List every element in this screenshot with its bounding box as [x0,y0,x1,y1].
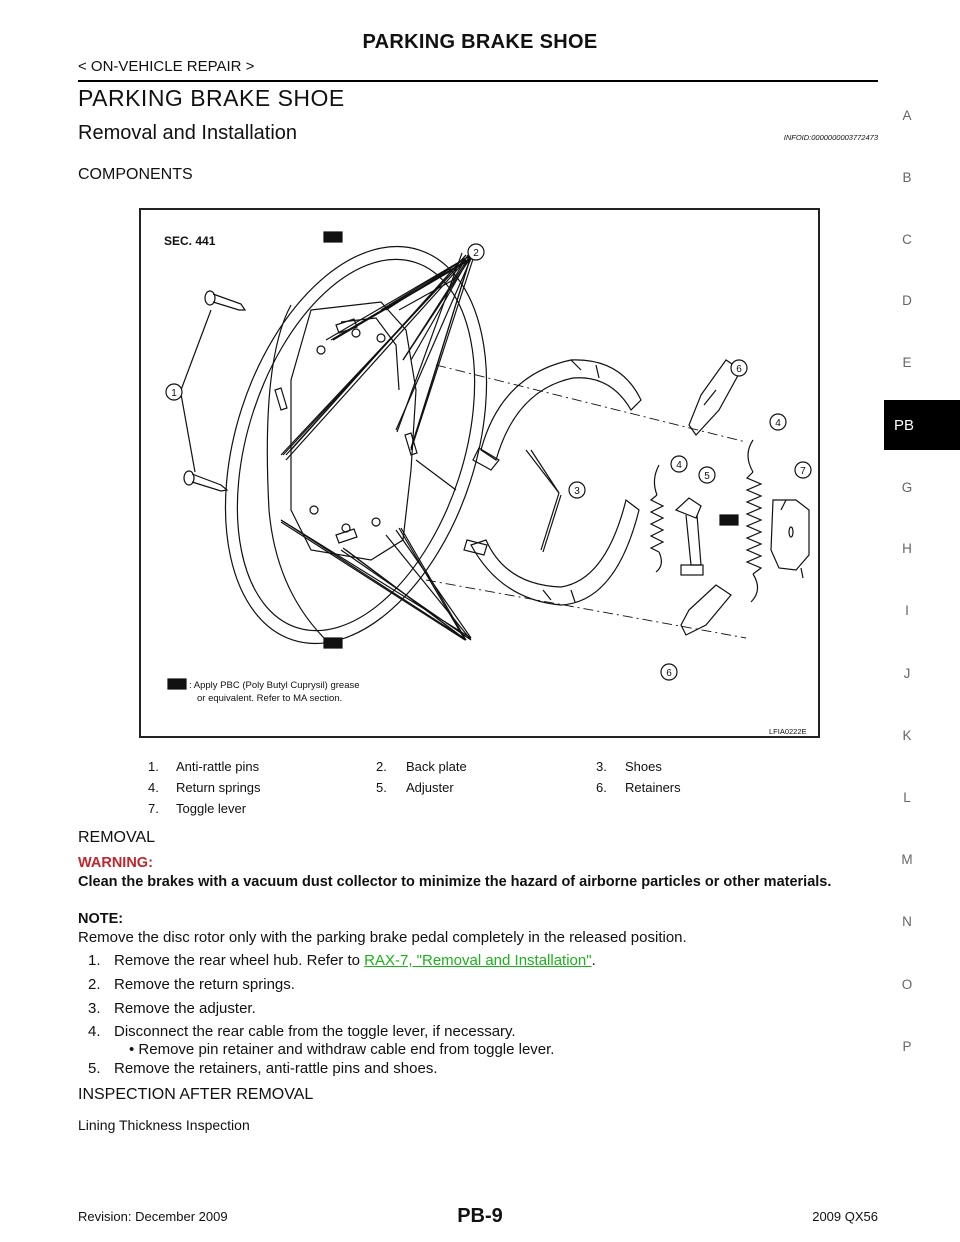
grease-symbol-top [324,232,342,242]
side-index-p[interactable]: P [902,1039,912,1054]
figure-id: LFIA0222E [769,727,807,736]
svg-text:3: 3 [574,486,580,497]
warning-text: Clean the brakes with a vacuum dust collector to minimize the hazard of airborne particles or other materials. [78,874,832,890]
exploded-view-diagram [141,210,818,736]
svg-text:6: 6 [736,364,742,375]
adjuster-drawing [676,498,703,575]
note-label: NOTE: [78,911,124,927]
side-index-b[interactable]: B [902,170,912,185]
svg-text:4: 4 [676,460,682,471]
info-id: INFOID:0000000003772473 [783,133,878,142]
callout-4b [770,414,786,430]
anti-rattle-pin-bottom [184,471,227,491]
toggle-lever-drawing [771,500,809,578]
warning-label: WARNING: [78,855,153,871]
side-index-m[interactable]: M [901,852,913,867]
legend-num: 2. [376,759,387,774]
svg-text:1: 1 [171,388,177,399]
removal-step-2: 2. Remove the return springs. [88,976,295,993]
callout-5 [699,467,715,483]
removal-step-1: 1. Remove the rear wheel hub. Refer to RAX-7, "Removal and Installation". [88,952,596,969]
legend-num: 6. [596,780,607,795]
legend-label: Shoes [625,759,662,774]
svg-text:2: 2 [473,248,479,259]
legend-num: 3. [596,759,607,774]
footer-page-number: PB-9 [457,1205,503,1227]
side-index-i[interactable]: I [905,603,909,618]
svg-text:or equivalent. Refer to MA sec: or equivalent. Refer to MA section. [197,693,343,704]
grease-symbol-bottom [324,638,342,648]
side-index-k[interactable]: K [902,728,912,743]
section-title: PARKING BRAKE SHOE [78,85,345,111]
legend-label: Retainers [625,780,681,795]
grease-symbol-adjuster [720,515,738,525]
return-spring-small-drawing [651,465,663,572]
anti-rattle-pin-top [205,291,245,310]
side-index-g[interactable]: G [901,480,913,495]
sec-label: SEC. 441 [164,234,216,248]
removal-step-5: 5. Remove the retainers, anti-rattle pins and shoes. [88,1060,438,1077]
footer-model: 2009 QX56 [812,1209,878,1224]
side-index-l[interactable]: L [903,790,911,805]
removal-step-3: 3. Remove the adjuster. [88,1000,256,1017]
back-plate-drawing [179,213,534,677]
reference-link[interactable]: RAX-7, "Removal and Installation" [364,952,592,969]
callout-4a [671,456,687,472]
header-divider [78,80,878,82]
callout-7 [795,462,811,478]
legend-label: Adjuster [406,780,454,795]
side-index-h[interactable]: H [902,541,912,556]
removal-step-4: 4. Disconnect the rear cable from the toggle lever, if necessary. [88,1023,516,1040]
legend-label: Anti-rattle pins [176,759,260,774]
legend-num: 1. [148,759,159,774]
side-index-e[interactable]: E [902,355,912,370]
removal-step-4-bullet: • Remove pin retainer and withdraw cable end from toggle lever. [129,1041,555,1058]
shoe-upper-drawing [473,360,641,470]
legend-num: 5. [376,780,387,795]
side-index-d[interactable]: D [902,293,912,308]
components-heading: COMPONENTS [78,166,193,183]
grease-legend [168,679,360,704]
section-subtitle: Removal and Installation [78,122,298,144]
svg-text:5: 5 [704,471,710,482]
svg-text:6: 6 [666,668,672,679]
legend-num: 7. [148,801,159,816]
callout-1 [166,384,182,400]
side-index-j[interactable]: J [903,666,911,681]
svg-text:4: 4 [775,418,781,429]
side-index-pb-active[interactable]: PB [884,400,960,450]
components-figure [139,208,820,738]
svg-text:: Apply PBC (Poly Butyl Cuprys: : Apply PBC (Poly Butyl Cuprysil) grease [189,680,360,691]
legend-num: 4. [148,780,159,795]
callout-6a [731,360,747,376]
callout-3 [569,482,585,498]
lining-inspection-subheading: Lining Thickness Inspection [78,1117,250,1133]
return-spring-long-drawing [747,440,761,602]
side-index-a[interactable]: A [902,108,912,123]
callout-2 [468,244,484,260]
note-text: Remove the disc rotor only with the parking brake pedal completely in the released position. [78,929,687,946]
footer-revision: Revision: December 2009 [78,1209,228,1224]
svg-text:7: 7 [800,466,806,477]
side-index-o[interactable]: O [901,977,913,992]
legend-label: Return springs [176,780,261,795]
legend-label: Back plate [406,759,467,774]
page-header-title: PARKING BRAKE SHOE [362,31,598,53]
callout-6b [661,664,677,680]
page-header-subtitle: < ON-VEHICLE REPAIR > [78,58,255,75]
removal-heading: REMOVAL [78,829,156,846]
legend-label: Toggle lever [176,801,247,816]
side-index-n[interactable]: N [902,914,912,929]
side-index-c[interactable]: C [902,232,912,247]
inspection-heading: INSPECTION AFTER REMOVAL [78,1086,314,1103]
